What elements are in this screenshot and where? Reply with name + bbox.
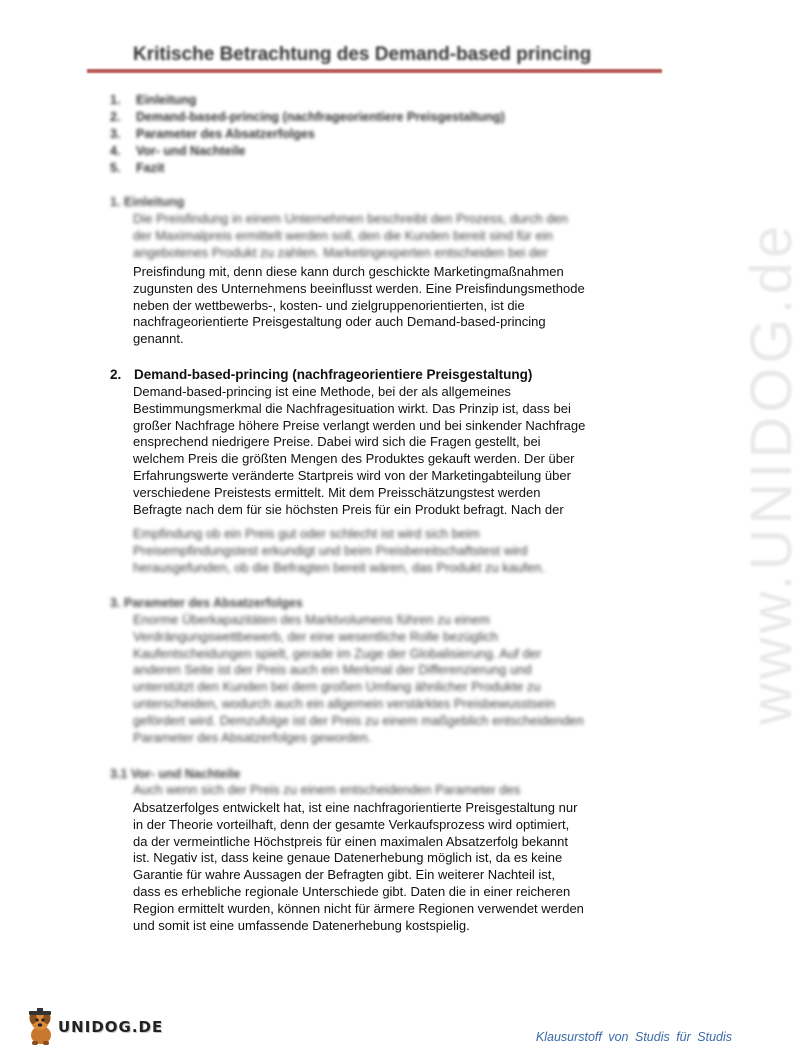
text-line: Erfahrungswerte veränderte Startpreis wird von der Marketingabteilung über <box>133 467 571 483</box>
text-line: neben der wettbewerbs-, kosten- und zielgruppenorientierten, ist die <box>133 297 525 313</box>
text-line: Preisempfindungstest erkundigt und beim Preisbereitschaftstest wird <box>133 542 528 558</box>
section-3-heading: 3. Parameter des Absatzerfolges <box>110 596 303 610</box>
toc-item <box>110 143 505 160</box>
text-line: großer Nachfrage höhere Preise verlangt werden und bei sinkender Nachfrage <box>133 417 586 433</box>
text-line: anderen Seite ist der Preis auch ein Merkmal der Differenzierung und <box>133 662 532 678</box>
toc-label: Parameter des Absatzerfolges <box>136 127 315 141</box>
dog-mascot-icon <box>26 1008 56 1046</box>
section-3-blurred-text <box>133 612 584 746</box>
text-line: Parameter des Absatzerfolges geworden. <box>133 729 372 745</box>
section-2-blurred-text <box>133 526 545 576</box>
toc-item <box>110 109 505 126</box>
logo-text: UNIDOG.DE <box>58 1018 164 1036</box>
section-2-text <box>133 384 585 518</box>
toc-label: Einleitung <box>136 93 197 107</box>
section-3-1-blurred-text <box>133 782 520 799</box>
text-line: in der Theorie vorteilhaft, denn der gesamte Verkaufsprozess wird optimiert, <box>133 816 570 832</box>
text-line: ensprechend niedrigere Preise. Dabei wird sich die Fragen gestellt, bei <box>133 434 541 450</box>
toc-number: 2. <box>110 110 121 124</box>
text-line: Preisfindung mit, denn diese kann durch geschickte Marketingmaßnahmen <box>133 264 564 279</box>
title-underline <box>87 69 662 73</box>
toc-number: 5. <box>110 161 121 175</box>
text-line: und somit ist eine umfassende Datenerhebung kostspielig. <box>133 917 470 933</box>
footer-tagline: Klausurstoff von Studis für Studis <box>535 1030 732 1044</box>
text-line: unterstützt den Kunden bei dem großen Umfang ähnlicher Produkte zu <box>133 679 541 695</box>
unidog-watermark: www.UNIDOG.de <box>739 221 805 726</box>
text-line: verschiedene Preistests ermittelt. Mit dem Preisschätzungstest werden <box>133 484 541 500</box>
text-line: Auch wenn sich der Preis zu einem entscheidenden Parameter des <box>133 782 521 797</box>
toc-number: 1. <box>110 93 121 107</box>
text-line: Die Preisfindung in einem Unternehmen beschreibt den Prozess, durch den <box>133 211 569 226</box>
section-3-1-heading: 3.1 Vor- und Nachteile <box>110 767 241 781</box>
toc-item <box>110 126 505 143</box>
text-line: unterscheiden, wodurch auch ein allgemein verstärktes Preisbewusstsein <box>133 695 555 711</box>
text-line: Region ermittelt wurden, können nicht für ärmere Regionen verwendet werden <box>133 900 584 916</box>
text-line: dass es erhebliche regionale Unterschiede gibt. Daten die in einer reicheren <box>133 883 571 899</box>
text-line: Empfindung ob ein Preis gut oder schlecht ist wird sich beim <box>133 526 480 541</box>
text-line: herausgefunden, ob die Befragten bereit wären, das Produkt zu kaufen. <box>133 559 545 575</box>
toc-label: Vor- und Nachteile <box>136 144 246 158</box>
text-line: gefördert wird. Demzufolge ist der Preis zu einem maßgeblich entscheidenden <box>133 712 584 728</box>
toc-number: 3. <box>110 127 121 141</box>
text-line: nachfrageorientierte Preisgestaltung oder auch Demand-based-princing <box>133 314 546 330</box>
section-3-1-text <box>133 800 584 934</box>
text-line: genannt. <box>133 331 184 347</box>
text-line: ist. Negativ ist, dass keine genaue Datenerhebung möglich ist, da es keine <box>133 850 563 866</box>
toc-label: Fazit <box>136 161 165 175</box>
document-title: Kritische Betrachtung des Demand-based princing <box>133 44 592 65</box>
text-line: Demand-based-princing ist eine Methode, bei der als allgemeines <box>133 384 511 399</box>
toc-item <box>110 92 505 109</box>
text-line: Enorme Überkapazitäten des Marktvolumens führen zu einem <box>133 612 490 627</box>
text-line: Befragte nach dem für sie höchsten Preis für ein Produkt befragt. Nach der <box>133 501 564 517</box>
section-1-blurred-text <box>133 211 568 261</box>
table-of-contents <box>110 92 505 177</box>
text-line: angebotenes Produkt zu zahlen. Marketingexperten entscheiden bei der <box>133 244 548 260</box>
toc-label: Demand-based-princing (nachfrageorientiere Preisgestaltung) <box>136 110 505 124</box>
section-1-heading: 1. Einleitung <box>110 195 185 209</box>
text-line: Bestimmungsmerkmal die Nachfragesituation wirkt. Das Prinzip ist, dass bei <box>133 400 571 416</box>
unidog-logo[interactable] <box>26 1008 163 1046</box>
section-2-heading <box>110 367 532 382</box>
text-line: Garantie für wahre Aussagen der Befragten gibt. Ein weiterer Nachteil ist, <box>133 867 555 883</box>
text-line: Verdrängungswettbewerb, der eine wesentliche Rolle bezüglich <box>133 628 498 644</box>
text-line: Kaufentscheidungen spielt, gerade im Zuge der Globalisierung. Auf der <box>133 645 542 661</box>
section-2-number: 2. <box>110 367 122 382</box>
text-line: Absatzerfolges entwickelt hat, ist eine nachfragorientierte Preisgestaltung nur <box>133 800 578 815</box>
text-line: zugunsten des Unternehmens beeinflusst werden. Eine Preisfindungsmethode <box>133 280 585 296</box>
text-line: welchem Preis die größten Mengen des Produktes gekauft werden. Der über <box>133 451 575 467</box>
toc-number: 4. <box>110 144 121 158</box>
toc-item <box>110 160 505 177</box>
text-line: da der vermeintliche Höchstpreis für einen maximalen Absatzerfolg bekannt <box>133 833 569 849</box>
text-line: der Maximalpreis ermittelt werden soll, den die Kunden bereit sind für ein <box>133 227 553 243</box>
section-2-title: Demand-based-princing (nachfrageorientiere Preisgestaltung) <box>134 367 533 382</box>
section-1-text <box>133 264 585 348</box>
